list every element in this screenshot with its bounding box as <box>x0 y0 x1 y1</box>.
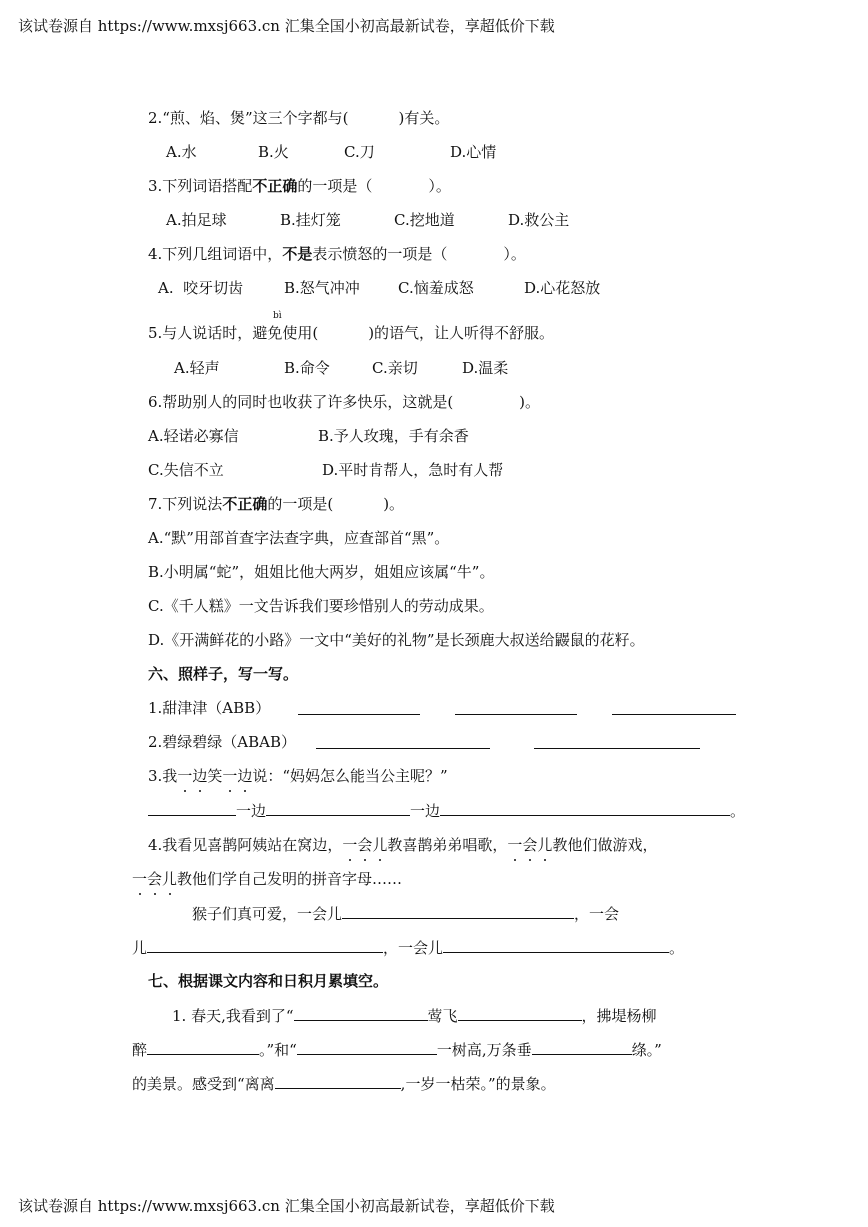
sec7-blank-2[interactable] <box>458 1005 582 1021</box>
sec7-line3 <box>132 1073 556 1094</box>
emphasis-dot-char: 会 <box>522 836 538 854</box>
sec6-item-3-stem <box>148 766 448 786</box>
sec7-blank-6[interactable] <box>275 1073 401 1089</box>
sec6-item-4-line1 <box>148 835 657 855</box>
q4-emphasis: 不是 <box>282 245 313 263</box>
q5-option-d: D.温柔 <box>462 359 509 377</box>
emphasis-dot-char: 一 <box>507 836 523 854</box>
q7-stem-c: )。 <box>383 495 405 513</box>
q4-option-b: B.怒气冲冲 <box>284 279 360 297</box>
sec6-i3-dotted-2 <box>222 767 252 785</box>
sec7-l3-b: ,一岁一枯荣。”的景象。 <box>400 1075 556 1093</box>
q6-option-d: D.平时肯帮人，急时有人帮 <box>322 461 504 479</box>
q6-stem-a: 6.帮助别人的同时也收获了许多快乐，这就是( <box>148 393 454 411</box>
section-7-title: 七、根据课文内容和日积月累填空。 <box>148 972 389 990</box>
q2-option-a: A.水 <box>166 143 197 161</box>
q2-stem-b: )有关。 <box>398 109 450 127</box>
q5-pinyin: bì <box>273 311 282 321</box>
sec7-blank-4[interactable] <box>297 1039 437 1055</box>
q3-stem-c: ）。 <box>428 177 451 195</box>
sec7-l2-b: 。”和“ <box>259 1041 297 1059</box>
q6-stem-b: )。 <box>519 393 541 411</box>
q2-option-c: C.刀 <box>344 143 375 161</box>
sec6-item-3-answer <box>148 800 745 821</box>
q2-stem-a: 2.“煎、焰、煲”这三个字都与( <box>148 109 349 127</box>
q3-option-c: C.挖地道 <box>394 211 455 229</box>
question-4-stem <box>148 244 526 264</box>
sec6-i4-dotted-1 <box>342 836 387 854</box>
q4-option-d: D.心花怒放 <box>524 279 601 297</box>
sec6-item-2-label: 2.碧绿碧绿（ABAB） <box>148 733 297 751</box>
sec6-i4-a: 4.我看见喜鹊阿姨站在窝边， <box>148 836 343 854</box>
sec6-i3-end: 。 <box>730 802 746 820</box>
q7-option-a: A.“默”用部首查字法查字典，应查部首“黑”。 <box>148 529 450 547</box>
q7-stem-a: 7.下列说法 <box>148 495 223 513</box>
q4-stem-b: 表示愤怒的一项是（ <box>312 245 448 263</box>
q3-option-d: D.救公主 <box>508 211 570 229</box>
q5-stem-b: 免使用( <box>267 324 319 342</box>
sec6-item-1-blank-2[interactable] <box>455 714 577 715</box>
q2-option-b: B.火 <box>258 143 289 161</box>
emphasis-dot-char: 儿 <box>162 870 178 888</box>
sec6-i4-h: 猴子们真可爱，一会儿 <box>192 905 343 923</box>
q7-option-b: B.小明属“蛇”，姐姐比他大两岁，姐姐应该属“牛”。 <box>148 563 495 581</box>
sec7-blank-5[interactable] <box>532 1039 632 1055</box>
question-6-stem <box>148 392 540 412</box>
sec7-l1-b: 莺飞 <box>427 1007 458 1025</box>
emphasis-dot-char: 儿 <box>372 836 388 854</box>
page-header: 该试卷源自 https://www.mxsj663.cn 汇集全国小初高最新试卷，享超低价下载 <box>18 17 555 35</box>
q5-option-c: C.亲切 <box>372 359 418 377</box>
sec6-i4-blank-1[interactable] <box>342 903 574 919</box>
sec6-i3-blank-2[interactable] <box>266 800 410 816</box>
sec7-blank-3[interactable] <box>147 1039 259 1055</box>
sec6-i3-c: 笑 <box>207 767 223 785</box>
sec6-i3-blank-1[interactable] <box>148 800 236 816</box>
q7-stem-b: 的一项是( <box>267 495 334 513</box>
sec6-i4-end: 。 <box>669 939 685 957</box>
sec7-l2-d: 绦。” <box>631 1041 662 1059</box>
emphasis-dot-char: 一 <box>342 836 358 854</box>
sec6-i4-blank-2[interactable] <box>147 937 383 953</box>
q7-option-c: C.《千人糕》一文告诉我们要珍惜别人的劳动成果。 <box>148 597 494 615</box>
sec6-item-1-blank-1[interactable] <box>298 714 420 715</box>
question-5-stem <box>148 323 554 343</box>
sec6-i3-blank-3[interactable] <box>440 800 730 816</box>
q3-stem-b: 的一项是（ <box>297 177 373 195</box>
sec6-i4-blank-3[interactable] <box>443 937 669 953</box>
q6-option-a: A.轻诺必寡信 <box>148 427 239 445</box>
sec7-l1-c: ，拂堤杨柳 <box>581 1007 657 1025</box>
question-3-stem <box>148 176 451 196</box>
sec6-item-2-blank-1[interactable] <box>316 748 490 749</box>
sec6-i4-g: 教他们学自己发明的拼音字母…… <box>177 870 403 888</box>
q5-option-b: B.命令 <box>284 359 330 377</box>
q5-annotated-char: 避 <box>252 324 268 342</box>
q6-option-b: B.予人玫瑰，手有余香 <box>318 427 469 445</box>
sec6-item-2-blank-2[interactable] <box>534 748 700 749</box>
sec6-i3-e: 说：“妈妈怎么能当公主呢？” <box>252 767 448 785</box>
q3-option-b: B.挂灯笼 <box>280 211 341 229</box>
sec6-i3-l2: 一边 <box>410 802 441 820</box>
sec6-item-4-line2 <box>132 869 402 889</box>
emphasis-dot-char: 儿 <box>537 836 553 854</box>
emphasis-dot-char: 会 <box>147 870 163 888</box>
section-6-title: 六、照样子，写一写。 <box>148 665 299 683</box>
sec6-i3-dotted-1 <box>177 767 207 785</box>
emphasis-dot-char: 会 <box>357 836 373 854</box>
sec6-i3-a: 3.我 <box>148 767 178 785</box>
sec6-i3-l1: 一边 <box>236 802 267 820</box>
q3-stem-a: 3.下列词语搭配 <box>148 177 253 195</box>
sec6-item-4-line4 <box>132 937 684 958</box>
emphasis-dot-char: 一 <box>222 767 238 785</box>
q3-emphasis: 不正确 <box>252 177 298 195</box>
sec7-l3-a: 的美景。感受到“离离 <box>132 1075 275 1093</box>
question-2-stem <box>148 108 449 128</box>
sec7-line2 <box>132 1039 662 1060</box>
q7-emphasis: 不正确 <box>222 495 268 513</box>
sec6-item-1-blank-3[interactable] <box>612 714 736 715</box>
q6-option-c: C.失信不立 <box>148 461 224 479</box>
sec7-l1-a: 1. 春天,我看到了“ <box>172 1007 294 1025</box>
sec6-item-4-line3 <box>192 903 619 924</box>
q5-stem-a: 5.与人说话时， <box>148 324 253 342</box>
q4-stem-c: ）。 <box>503 245 526 263</box>
sec6-i4-dotted-3 <box>132 870 177 888</box>
sec6-i4-i: ，一会 <box>574 905 620 923</box>
sec7-l2-c: 一树高,万条垂 <box>436 1041 532 1059</box>
sec6-item-1-label: 1.甜津津（ABB） <box>148 699 271 717</box>
sec6-i4-dotted-2 <box>507 836 552 854</box>
sec7-line1 <box>172 1005 657 1026</box>
sec6-i4-e: 教他们做游戏， <box>552 836 658 854</box>
q7-option-d: D.《开满鲜花的小路》一文中“美好的礼物”是长颈鹿大叔送给鼹鼠的花籽。 <box>148 631 645 649</box>
sec6-i4-j: 儿 <box>132 939 148 957</box>
q5-option-a: A.轻声 <box>174 359 220 377</box>
q4-option-a: A. 咬牙切齿 <box>158 279 244 297</box>
page-footer: 该试卷源自 https://www.mxsj663.cn 汇集全国小初高最新试卷，享超低价下载 <box>18 1197 555 1215</box>
sec7-blank-1[interactable] <box>294 1005 428 1021</box>
sec6-i4-c: 教喜鹊弟弟唱歌， <box>387 836 508 854</box>
emphasis-dot-char: 一 <box>132 870 148 888</box>
sec6-i4-k: ，一会儿 <box>383 939 444 957</box>
emphasis-dot-char: 边 <box>237 767 253 785</box>
sec7-l2-a: 醉 <box>132 1041 148 1059</box>
emphasis-dot-char: 一 <box>177 767 193 785</box>
q3-option-a: A.拍足球 <box>166 211 227 229</box>
q4-option-c: C.恼羞成怒 <box>398 279 474 297</box>
q5-stem-c: )的语气，让人听得不舒服。 <box>368 324 555 342</box>
question-7-stem <box>148 494 404 514</box>
q4-stem-a: 4.下列几组词语中， <box>148 245 283 263</box>
q2-option-d: D.心情 <box>450 143 497 161</box>
emphasis-dot-char: 边 <box>192 767 208 785</box>
